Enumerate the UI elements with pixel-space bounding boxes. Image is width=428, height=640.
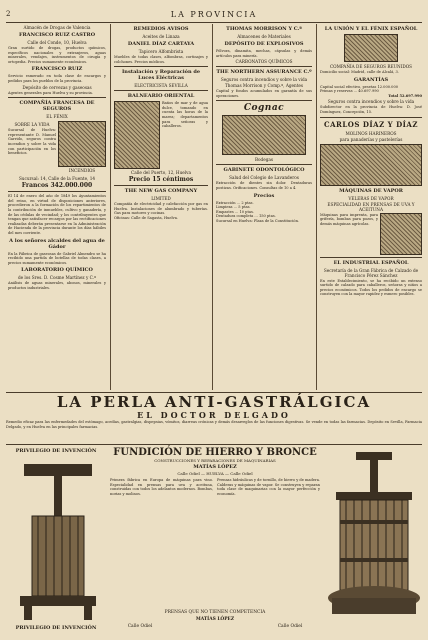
- fundicion-subtitle: CONSTRUCCIONES Y REPARACIONES DE MAQUINARIAS: [154, 458, 276, 463]
- ad-text: Baños de mar y de agua dulce, tomando en cuenta las horas de la marea; departamentos para señoras y caballeros.: [162, 101, 208, 129]
- column-rule: [110, 24, 111, 390]
- wine-press-large-illustration: [326, 448, 422, 624]
- ad-heading: GABINETE ODONTOLÓGICO: [223, 167, 305, 174]
- divider: [8, 191, 106, 192]
- ad-heading: THE NEW GAS COMPANY: [124, 188, 198, 195]
- ad-text: Sucursal en Huelva: Plaza de la Constitución.: [216, 218, 300, 223]
- fundicion-footer-owner: MATÍAS LÓPEZ: [195, 617, 235, 622]
- ad-heading: Almacén de Drogas de Valencia: [23, 25, 91, 30]
- ad-text: Domicilio social: Madrid, calle de Alcalá, 3.: [320, 70, 399, 74]
- ad-heading: EL FÉNIX: [46, 114, 68, 120]
- fundicion-footer-left: Calle Odiel: [127, 624, 153, 629]
- column-4: [320, 24, 422, 390]
- price-line: Limpieza ... 5 ptas.: [216, 205, 251, 210]
- ad-price: Precio 15 céntimos: [128, 176, 194, 184]
- ad-heading: Salud del Colegio de Lavanderos: [229, 175, 299, 181]
- fundicion-address: Calle Odiel — HUELVA — Calle Odiel: [177, 471, 253, 476]
- price-line: Dentadura completa ... 150 ptas.: [216, 214, 276, 219]
- ad-heading: Depósito de cervezas y gaseosas: [22, 84, 92, 90]
- divider: [114, 185, 208, 186]
- ad-heading: Bodegas: [254, 157, 274, 163]
- divider: [6, 444, 422, 445]
- total-label: Total: [388, 93, 399, 98]
- column-rule: [212, 24, 213, 390]
- fundicion-text-b: Prensas hidráulicas y de tornillo, de hierro y de madera. Calderas y máquinas de vapor. Se construyen y reparan toda clase de maquinarias con la mayor perfección y economía.: [217, 478, 320, 496]
- ad-heading: LABORATORIO QUÍMICO: [21, 267, 93, 274]
- ad-heading: Sucursal: 14, Calle de la Fuente, 14: [18, 176, 96, 182]
- fundicion-owner: MATÍAS LÓPEZ: [193, 464, 237, 470]
- page-header: [6, 10, 422, 23]
- fundicion-text: [110, 478, 320, 496]
- divider: [320, 117, 422, 118]
- ad-text: Pólvora, dinamita, mechas, cápsulas y demás artículos para minería.: [216, 49, 312, 58]
- column-2: [114, 24, 208, 390]
- price-line: Extracción ... 2 ptas.: [216, 200, 254, 205]
- shield-emblem-icon: [58, 121, 106, 167]
- ad-heading: ELECTRICISTA SEVILLA: [134, 83, 188, 89]
- total-value: 52.697.990: [399, 93, 422, 98]
- fundicion-footer-right: Calle Odiel: [277, 624, 303, 629]
- ad-text: Muebles de todas clases, alfombras, cortinajes y colchones. Precios módicos.: [114, 55, 208, 64]
- ad-heading: MÁQUINAS DE VAPOR: [339, 187, 403, 194]
- ad-heading: Instalación y Reparación de Luces Eléctricas: [121, 69, 201, 82]
- ad-heading: SOBRE LA VIDA: [14, 122, 50, 128]
- column-rule: [316, 24, 317, 390]
- ad-heading: COMPAÑÍA FRANCESA DE SEGUROS: [19, 100, 95, 113]
- machinery-illustration: [320, 144, 422, 186]
- ad-heading: Almacenes de Materiales: [237, 34, 291, 39]
- ad-heading: THE NORTHERN ASSURANCE C.º: [216, 69, 312, 76]
- ad-text: Capital y fondos acumulados en garantía de sus operaciones.: [216, 89, 312, 98]
- ad-heading: Seguros contra incendios y sobre la vida: [327, 99, 415, 105]
- guarantee-line: Primas y reservas ... 40.697.990: [320, 89, 379, 94]
- ad-heading: CARLOS DÍAZ Y DÍAZ: [324, 119, 418, 129]
- cognac-bottle-illustration: [222, 115, 306, 155]
- ad-heading: MOLINOS HARINEROS: [345, 130, 397, 136]
- ad-heading: VELERAS DE VAPOR: [348, 195, 394, 201]
- ad-heading: A los señores alcaldes del agua de Gádor: [9, 237, 105, 250]
- wine-press-icon: [326, 448, 422, 624]
- ad-heading: FRANCISCO RUIZ CASTRO: [18, 32, 96, 38]
- press-machine-icon: [16, 462, 100, 622]
- ad-heading: Thomas Morrison y Comp.ª, Agentes: [224, 83, 304, 89]
- fundicion-footer: PRENSAS QUE NO TIENEN COMPETENCIA: [164, 610, 266, 615]
- article-text: El 14 de enero del año de 1849 los Ayuntamientos del reino, en virtud de disposiciones anteriores, procedieron a la formación de los repartimientos de la contribución de inmuebles, cultivo y ganadería, y de las cédulas de vecindad; y los contribuyentes que tengan que satisfacer recargos por las rectificaciones realizadas deberán presentarse en la Administración de Hacienda de la provincia durante los días hábiles del mes corriente.: [8, 194, 106, 235]
- insurance-ad: [8, 121, 106, 174]
- guarantee-total: [320, 94, 422, 99]
- perla-subtitle: EL DOCTOR DELGADO: [137, 410, 291, 420]
- fundicion-title: FUNDICIÓN DE HIERRO Y BRONCE: [113, 447, 317, 458]
- ad-text: Oficinas: Calle de Sagasta, Huelva.: [114, 215, 178, 220]
- ad-heading: INCENDIOS: [68, 168, 96, 174]
- perla-title: LA PERLA ANTI-GASTRÁLGICA: [56, 393, 372, 411]
- column-1: [8, 24, 106, 390]
- patent-label: PRIVILEGIO DE INVENCIÓN: [15, 625, 97, 631]
- ad-heading: BALNEARIO ORIENTAL: [127, 93, 195, 100]
- ad-heading: ESPECIALIDAD EN PRENSAS DE UVA Y ACEITUNA: [327, 201, 415, 212]
- ad-text: Gran surtido de drogas, productos químicos, específicos nacionales y extranjeros, aguas minerales, vendajes, instrumentos de cirugía y ortopedia. Precios sumamente económicos.: [8, 46, 106, 64]
- page-number: 2: [6, 10, 11, 18]
- ad-heading: REMEDIOS AVISOS: [133, 26, 189, 32]
- press-machine-illustration: [16, 462, 100, 622]
- ad-heading: Seguros contra incendios y sobre la vida: [220, 77, 308, 83]
- patent-label: PRIVILEGIO DE INVENCIÓN: [15, 448, 97, 454]
- ad-address: Calle del Puerto, 12, Huelva: [131, 170, 191, 176]
- ad-heading: DEPÓSITO DE EXPLOSIVOS: [224, 41, 304, 47]
- ad-text: Extracción de dientes sin dolor. Dentaduras postizas. Orificaciones. Consultas de 10 a 4.: [216, 181, 312, 190]
- wine-press-illustration: [380, 213, 422, 255]
- divider: [216, 164, 312, 165]
- guarantee-line: Capital social efectivo, pesetas 12.000.000: [320, 84, 399, 89]
- ad-heading: Tapicero Alfombrista: [138, 49, 184, 54]
- ad-text: Agentes generales para Huelva y su provincia.: [8, 90, 93, 95]
- cognac-logo: Cognac: [243, 103, 285, 114]
- perla-text: Remedio eficaz para las enfermedades del estómago, acedías, gastralgias, dispepsias, vómitos, diarreas crónicas y demás desarreglos de las funciones digestivas. Se vende en todas las farmacias. Depósito en Sevilla, Farmacia Delgado, y en Huelva en las principales farmacias.: [6, 420, 422, 429]
- ad-heading: LA UNIÓN Y EL FÉNIX ESPAÑOL: [324, 26, 418, 32]
- ad-text: Subdirector en la provincia de Huelva: D. José Domínguez, Concepción, 15.: [320, 105, 422, 114]
- ad-heading: FRANCISCO RUIZ: [31, 66, 83, 73]
- ad-heading: THOMAS MORRISON Y C.ª: [226, 26, 302, 32]
- ad-address: Calle del Conde, 10, Huelva: [27, 40, 87, 45]
- ad-heading: GARANTÍAS: [353, 76, 389, 83]
- divider: [114, 90, 208, 91]
- fundicion-text-a: Primera fábrica en Europa de máquinas para vino. Especialidad en prensas para uva y aceituna, construidas con todos los adelantos modernos. Bombas, norias y molinos.: [110, 478, 213, 496]
- ad-price: Francos 342.000.000: [21, 182, 93, 190]
- machinery-ad: [320, 213, 422, 255]
- phoenix-emblem-icon: [344, 34, 398, 62]
- ad-text: En este Establecimiento, se ha recibido un extenso surtido de calzado para caballeros, señoras y niños a precios económicos. Todos los pedidos de encargo se construyen con la mayor rapidez y esmero posibles.: [320, 278, 422, 297]
- ad-heading: Aceites de Linaza: [142, 34, 180, 39]
- ad-heading: DANIEL DÍAZ CARTAYA: [127, 41, 195, 47]
- ad-text: Servicio esmerado en toda clase de encargos y pedidos para los pueblos de la provincia.: [8, 74, 106, 83]
- bath-house-illustration: [114, 101, 160, 169]
- masthead-title: LA PROVINCIA: [170, 10, 258, 19]
- ad-heading: COMPAÑÍA DE SEGUROS REUNIDOS: [329, 64, 413, 69]
- divider: [216, 66, 312, 67]
- balneario-ad: [114, 101, 208, 169]
- ad-text: Análisis de aguas minerales, abonos, minerales y productos industriales.: [8, 281, 106, 290]
- column-3: [216, 24, 312, 390]
- divider: [320, 257, 422, 258]
- ad-heading: para panaderías y pastelerías: [339, 136, 403, 142]
- ad-heading: CARBONATOS QUÍMICOS: [235, 59, 293, 65]
- divider: [8, 97, 106, 98]
- ad-heading: de los Sres. D. Cosme Martínez y C.ª: [17, 275, 97, 281]
- divider: [216, 100, 312, 101]
- ad-heading: Secretaría de la Gran Fábrica de Calzado de Francisco Pérez Sánchez: [323, 267, 419, 278]
- ad-heading: Precios: [253, 192, 275, 199]
- divider: [114, 66, 208, 67]
- ad-heading: EL INDUSTRIAL ESPAÑOL: [333, 259, 409, 266]
- ad-text: Sucursal de Huelva: representante D. Manuel Garrido, seguros contra incendios y sobre la vida con participación en los beneficios.: [8, 128, 56, 156]
- ad-text: Máquinas para imprenta, para grifería, bombas para pozos, y demás máquinas agrícolas.: [320, 212, 378, 226]
- ad-heading: LIMITED: [151, 196, 171, 202]
- ad-text: En la Fábrica de gaseosas de Gabriel Almendro se ha recibido una partida de botellas de todas clases, a precios sumamente económicos.: [8, 251, 106, 265]
- price-line: Empastes ... 10 ptas.: [216, 209, 255, 214]
- ad-text: Compañía de electricidad y calefacción por gas en Huelva. Instalaciones de alumbrado y tuberías. Gas para motores y cocinas.: [114, 202, 208, 216]
